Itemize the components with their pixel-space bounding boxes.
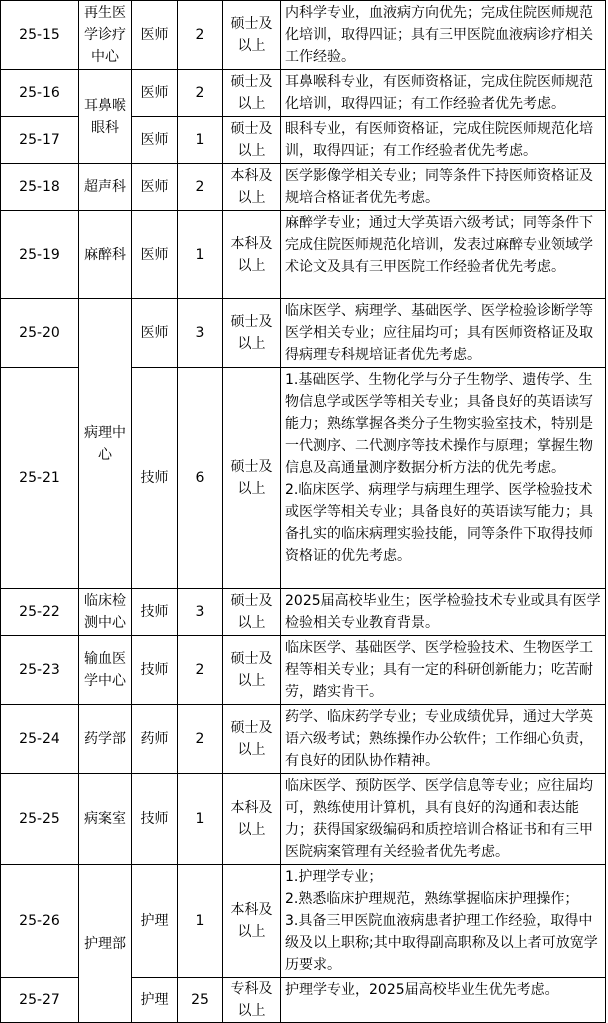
- post-type: 技师: [132, 636, 178, 705]
- position-code: 25-16: [1, 70, 79, 117]
- headcount: 2: [178, 705, 223, 774]
- headcount: 2: [178, 164, 223, 211]
- position-code: 25-15: [1, 1, 79, 70]
- education: 专科及以上: [223, 978, 281, 1023]
- requirement-text: 药学、临床药学专业；专业成绩优异，通过大学英语六级考试；熟练操作办公软件；工作细心负责，有良好的团队协作精神。: [285, 709, 593, 769]
- requirements: [281, 978, 606, 1023]
- position-code: 25-22: [1, 589, 79, 636]
- requirements: [281, 368, 606, 589]
- post-type: 技师: [132, 589, 178, 636]
- education: 硕士及以上: [223, 70, 281, 117]
- table-row: [1, 774, 606, 865]
- requirement-text: 2.临床医学、病理学与病理生理学、医学检验技术或医学等相关专业；具备良好的英语读写能力；具备扎实的临床病理实验技能，同等条件下取得技师资格证的优先考虑。: [285, 482, 593, 564]
- requirements: [281, 117, 606, 164]
- requirement-text: 护理学专业，2025届高校毕业生优先考虑。: [285, 982, 559, 998]
- headcount: 2: [178, 1, 223, 70]
- requirement-text: 2.熟悉临床护理规范，熟练掌握临床护理操作；: [285, 891, 579, 907]
- requirement-text: 麻醉学专业；通过大学英语六级考试；同等条件下完成住院医师规范化培训，发表过麻醉专业领域学术论文及具有三甲医院工作经验者优先考虑。: [285, 215, 593, 275]
- headcount: 3: [178, 589, 223, 636]
- table-row: [1, 70, 606, 117]
- education: 本科及以上: [223, 774, 281, 865]
- education: 硕士及以上: [223, 299, 281, 368]
- headcount: 3: [178, 299, 223, 368]
- requirements: [281, 636, 606, 705]
- post-type: 医师: [132, 70, 178, 117]
- headcount: 1: [178, 774, 223, 865]
- requirement-text: 临床医学、基础医学、医学检验技术、生物医学工程等相关专业；具有一定的科研创新能力；吃苦耐劳，踏实肯干。: [285, 640, 593, 700]
- post-type: 药师: [132, 705, 178, 774]
- requirement-text: 医学影像学相关专业；同等条件下持医师资格证及规培合格证者优先考虑。: [285, 168, 593, 206]
- requirement-text: 内科学专业，血液病方向优先；完成住院医师规范化培训，取得四证；具有三甲医院血液病诊疗相关工作经验。: [285, 5, 593, 65]
- department: 药学部: [79, 705, 132, 774]
- requirements: [281, 299, 606, 368]
- department: 病理中心: [79, 299, 132, 589]
- education: 硕士及以上: [223, 636, 281, 705]
- requirement-text: 临床医学、病理学、基础医学、医学检验诊断学等医学相关专业；应往届均可；具有医师资格证及取得病理专科规培证者优先考虑。: [285, 303, 593, 363]
- post-type: 医师: [132, 117, 178, 164]
- requirements: [281, 70, 606, 117]
- headcount: 1: [178, 211, 223, 299]
- department: 耳鼻喉眼科: [79, 70, 132, 164]
- post-type: 护理: [132, 865, 178, 978]
- position-code: 25-19: [1, 211, 79, 299]
- requirement-text: 1.基础医学、生物化学与分子生物学、遗传学、生物信息学或医学等相关专业；具备良好的英语读写能力；熟练掌握各类分子生物实验室技术，特别是一代测序、二代测序等技术操作与原理；掌握生物信息及高通量测序数据分析方法的优先考虑。: [285, 372, 593, 476]
- position-code: 25-23: [1, 636, 79, 705]
- department: 再生医学诊疗中心: [79, 1, 132, 70]
- post-type: 医师: [132, 211, 178, 299]
- requirements: [281, 865, 606, 978]
- table-row: [1, 589, 606, 636]
- position-code: 25-18: [1, 164, 79, 211]
- requirement-text: 眼科专业，有医师资格证，完成住院医师规范化培训，取得四证；有工作经验者优先考虑。: [285, 121, 593, 159]
- position-code: 25-25: [1, 774, 79, 865]
- table-row: [1, 164, 606, 211]
- post-type: 医师: [132, 1, 178, 70]
- table-row: [1, 211, 606, 299]
- position-code: 25-17: [1, 117, 79, 164]
- headcount: 1: [178, 865, 223, 978]
- table-row: [1, 299, 606, 368]
- position-code: 25-27: [1, 978, 79, 1023]
- table-row: [1, 1, 606, 70]
- education: 本科及以上: [223, 865, 281, 978]
- post-type: 医师: [132, 164, 178, 211]
- post-type: 技师: [132, 368, 178, 589]
- post-type: 技师: [132, 774, 178, 865]
- requirements: [281, 774, 606, 865]
- requirement-text: 临床医学、预防医学、医学信息等专业；应往届均可，熟练使用计算机，具有良好的沟通和表达能力；获得国家级编码和质控培训合格证书和有三甲医院病案管理有关经验者优先考虑。: [285, 778, 593, 860]
- headcount: 2: [178, 636, 223, 705]
- department: 临床检测中心: [79, 589, 132, 636]
- requirements: [281, 164, 606, 211]
- education: 硕士及以上: [223, 1, 281, 70]
- table-row: [1, 705, 606, 774]
- table-row: [1, 636, 606, 705]
- education: 硕士及以上: [223, 705, 281, 774]
- education: 硕士及以上: [223, 368, 281, 589]
- requirements: [281, 705, 606, 774]
- department: 超声科: [79, 164, 132, 211]
- table-row: [1, 865, 606, 978]
- headcount: 25: [178, 978, 223, 1023]
- department: 护理部: [79, 865, 132, 1023]
- requirement-text: 1.护理学专业；: [285, 869, 383, 885]
- headcount: 2: [178, 70, 223, 117]
- education: 本科及以上: [223, 211, 281, 299]
- department: 麻醉科: [79, 211, 132, 299]
- position-code: 25-24: [1, 705, 79, 774]
- headcount: 1: [178, 117, 223, 164]
- department: 输血医学中心: [79, 636, 132, 705]
- requirement-text: 耳鼻喉科专业，有医师资格证，完成住院医师规范化培训，取得四证；有工作经验者优先考虑。: [285, 74, 593, 112]
- education: 本科及以上: [223, 164, 281, 211]
- requirement-text: 2025届高校毕业生；医学检验技术专业或具有医学检验相关专业教育背景。: [285, 593, 601, 631]
- position-code: 25-21: [1, 368, 79, 589]
- department: 病案室: [79, 774, 132, 865]
- position-code: 25-26: [1, 865, 79, 978]
- post-type: 医师: [132, 299, 178, 368]
- requirement-text: 3.具备三甲医院血液病患者护理工作经验，取得中级及以上职称;其中取得副高职称及以上者可放宽学历要求。: [285, 913, 598, 973]
- education: 硕士及以上: [223, 589, 281, 636]
- requirements: [281, 1, 606, 70]
- position-code: 25-20: [1, 299, 79, 368]
- education: 硕士及以上: [223, 117, 281, 164]
- requirements: [281, 589, 606, 636]
- post-type: 护理: [132, 978, 178, 1023]
- headcount: 6: [178, 368, 223, 589]
- requirements: [281, 211, 606, 299]
